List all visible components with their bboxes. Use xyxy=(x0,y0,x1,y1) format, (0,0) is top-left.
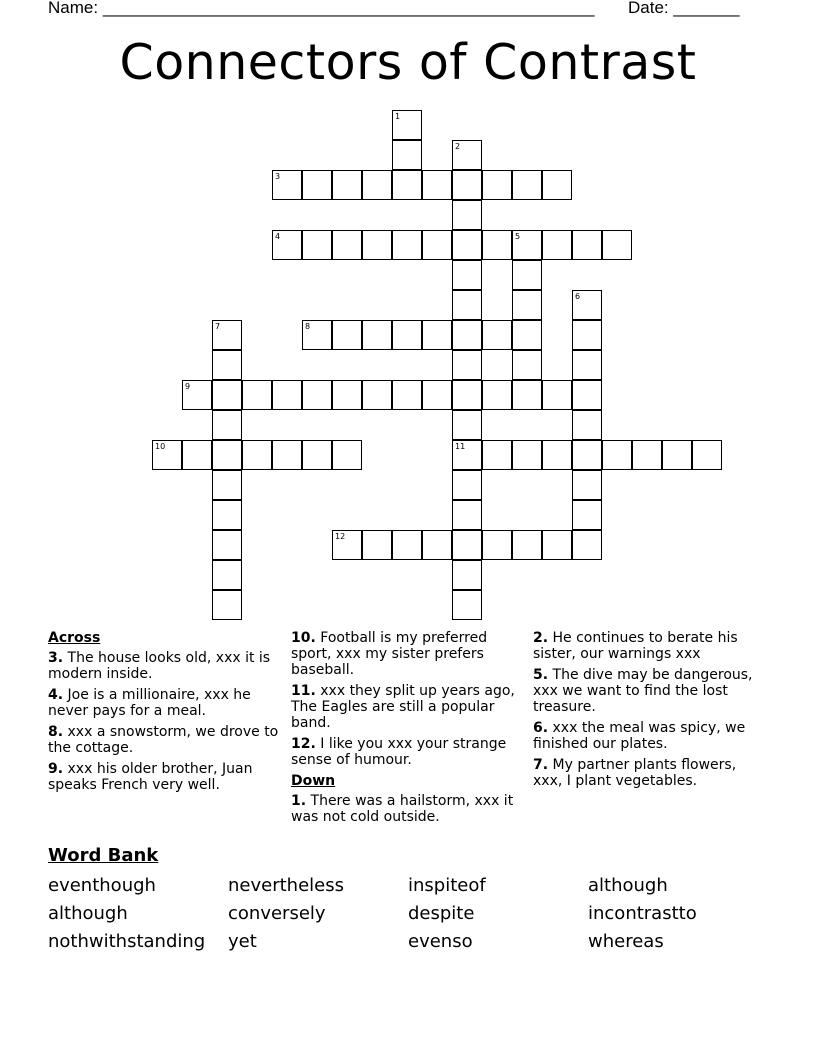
word-bank-item: inspiteof xyxy=(408,875,486,896)
crossword-cell[interactable] xyxy=(602,230,632,260)
crossword-cell[interactable] xyxy=(212,530,242,560)
crossword-cell[interactable] xyxy=(152,440,182,470)
crossword-cell[interactable] xyxy=(362,380,392,410)
crossword-cell[interactable] xyxy=(392,110,422,140)
crossword-cell[interactable] xyxy=(452,500,482,530)
clue-number: 2 xyxy=(455,142,461,151)
crossword-cell[interactable] xyxy=(512,230,542,260)
clue-num: 9. xyxy=(48,761,64,777)
crossword-cell[interactable] xyxy=(362,170,392,200)
clue-text: My partner plants flowers, xxx, I plant vegetables. xyxy=(533,757,737,789)
crossword-cell[interactable] xyxy=(512,350,542,380)
crossword-cell[interactable] xyxy=(332,320,362,350)
clue-text: xxx a snowstorm, we drove to the cottage. xyxy=(48,724,279,756)
clue-num: 7. xyxy=(533,757,549,773)
crossword-cell[interactable] xyxy=(542,170,572,200)
clue-text: xxx his older brother, Juan speaks French very well. xyxy=(48,761,253,793)
clue-number: 10 xyxy=(155,442,166,451)
word-bank-item: although xyxy=(588,875,668,896)
crossword-cell[interactable] xyxy=(272,170,302,200)
crossword-cell[interactable] xyxy=(332,380,362,410)
crossword-cell[interactable] xyxy=(212,470,242,500)
crossword-cell[interactable] xyxy=(452,530,482,560)
clue xyxy=(48,687,280,719)
word-bank-item: nevertheless xyxy=(228,875,344,896)
clue xyxy=(291,630,523,678)
word-bank-item: despite xyxy=(408,903,475,924)
crossword-cell[interactable] xyxy=(512,290,542,320)
crossword-cell[interactable] xyxy=(212,410,242,440)
crossword-cell[interactable] xyxy=(272,230,302,260)
crossword-cell[interactable] xyxy=(602,440,632,470)
crossword-cell[interactable] xyxy=(452,230,482,260)
crossword-cell[interactable] xyxy=(452,350,482,380)
date-label: Date: xyxy=(628,0,669,17)
crossword-cell[interactable] xyxy=(572,410,602,440)
clue-num: 11. xyxy=(291,683,316,699)
crossword-cell[interactable] xyxy=(452,170,482,200)
clue xyxy=(533,757,765,789)
crossword-cell[interactable] xyxy=(212,500,242,530)
crossword-cell[interactable] xyxy=(512,170,542,200)
crossword-cell[interactable] xyxy=(302,380,332,410)
clue-number: 7 xyxy=(215,322,221,331)
clues-column-1 xyxy=(48,630,280,798)
word-bank-item: yet xyxy=(228,931,257,952)
clue xyxy=(291,736,523,768)
clue xyxy=(533,630,765,662)
clue xyxy=(533,720,765,752)
crossword-cell[interactable] xyxy=(392,530,422,560)
crossword-cell[interactable] xyxy=(212,350,242,380)
clue-text: The house looks old, xxx it is modern inside. xyxy=(48,650,271,682)
clue xyxy=(48,761,280,793)
down-clue-list xyxy=(291,793,523,825)
crossword-cell[interactable] xyxy=(332,230,362,260)
crossword-cell[interactable] xyxy=(392,380,422,410)
clue xyxy=(533,667,765,715)
crossword-cell[interactable] xyxy=(572,230,602,260)
clue-number: 3 xyxy=(275,172,281,181)
clue-num: 3. xyxy=(48,650,64,666)
word-bank-item: nothwithstanding xyxy=(48,931,206,952)
crossword-cell[interactable] xyxy=(572,530,602,560)
crossword-cell[interactable] xyxy=(452,380,482,410)
crossword-cell[interactable] xyxy=(422,230,452,260)
crossword-cell[interactable] xyxy=(512,260,542,290)
crossword-cell[interactable] xyxy=(332,440,362,470)
crossword-cell[interactable] xyxy=(692,440,722,470)
word-bank-item: whereas xyxy=(588,931,664,952)
clue-number: 12 xyxy=(335,532,346,541)
crossword-cell[interactable] xyxy=(212,440,242,470)
across-clue-list xyxy=(48,650,280,793)
crossword-cell[interactable] xyxy=(542,230,572,260)
crossword-cell[interactable] xyxy=(362,530,392,560)
date-line[interactable]: _______ xyxy=(673,0,740,17)
crossword-cell[interactable] xyxy=(362,230,392,260)
crossword-cell[interactable] xyxy=(332,170,362,200)
crossword-cell[interactable] xyxy=(482,170,512,200)
crossword-cell[interactable] xyxy=(452,440,482,470)
clue-num: 12. xyxy=(291,736,316,752)
crossword-cell[interactable] xyxy=(212,380,242,410)
crossword-cell[interactable] xyxy=(572,350,602,380)
crossword-cell[interactable] xyxy=(422,380,452,410)
clue-text: There was a hailstorm, xxx it was not cold outside. xyxy=(291,793,514,825)
crossword-cell[interactable] xyxy=(482,230,512,260)
crossword-cell[interactable] xyxy=(662,440,692,470)
crossword-cell[interactable] xyxy=(512,320,542,350)
crossword-cell[interactable] xyxy=(212,560,242,590)
down-heading: Down xyxy=(291,773,336,789)
clue-text: The dive may be dangerous, xxx we want to find the lost treasure. xyxy=(533,667,753,715)
crossword-cell[interactable] xyxy=(452,140,482,170)
clue-text: xxx they split up years ago, The Eagles are still a popular band. xyxy=(291,683,515,731)
clue xyxy=(291,793,523,825)
crossword-cell[interactable] xyxy=(512,530,542,560)
clue-number: 11 xyxy=(455,442,466,451)
crossword-cell[interactable] xyxy=(632,440,662,470)
crossword-cell[interactable] xyxy=(452,290,482,320)
crossword-cell[interactable] xyxy=(362,320,392,350)
crossword-cell[interactable] xyxy=(332,530,362,560)
word-bank-item: evenso xyxy=(408,931,473,952)
crossword-cell[interactable] xyxy=(452,470,482,500)
clues-column-3 xyxy=(533,630,765,794)
crossword-cell[interactable] xyxy=(572,470,602,500)
crossword-cell[interactable] xyxy=(302,320,332,350)
crossword-cell[interactable] xyxy=(392,140,422,170)
clue-num: 10. xyxy=(291,630,316,646)
page-title: Connectors of Contrast xyxy=(119,34,697,91)
crossword-cell[interactable] xyxy=(542,380,572,410)
crossword-cell[interactable] xyxy=(422,530,452,560)
crossword-cell[interactable] xyxy=(302,230,332,260)
clue-num: 8. xyxy=(48,724,64,740)
crossword-cell[interactable] xyxy=(482,380,512,410)
crossword-cell[interactable] xyxy=(272,380,302,410)
crossword-cell[interactable] xyxy=(572,500,602,530)
clue-text: Football is my preferred sport, xxx my sister prefers baseball. xyxy=(291,630,488,678)
crossword-cell[interactable] xyxy=(572,320,602,350)
crossword-cell[interactable] xyxy=(542,440,572,470)
crossword-cell[interactable] xyxy=(392,230,422,260)
name-label: Name: xyxy=(48,0,99,17)
crossword-cell[interactable] xyxy=(542,530,572,560)
crossword-cell[interactable] xyxy=(452,260,482,290)
crossword-cell[interactable] xyxy=(422,170,452,200)
clue-num: 1. xyxy=(291,793,307,809)
crossword-cell[interactable] xyxy=(572,440,602,470)
crossword-cell[interactable] xyxy=(242,380,272,410)
clue-num: 6. xyxy=(533,720,549,736)
clue-num: 5. xyxy=(533,667,549,683)
clue-number: 5 xyxy=(515,232,521,241)
clue-num: 2. xyxy=(533,630,549,646)
crossword-cell[interactable] xyxy=(272,440,302,470)
word-bank-item: incontrastto xyxy=(588,903,697,924)
crossword-cell[interactable] xyxy=(182,440,212,470)
crossword-cell[interactable] xyxy=(482,530,512,560)
clue-text: Joe is a millionaire, xxx he never pays for a meal. xyxy=(48,687,251,719)
crossword-cell[interactable] xyxy=(452,590,482,620)
crossword-cell[interactable] xyxy=(512,380,542,410)
clue-number: 9 xyxy=(185,382,191,391)
crossword-cell[interactable] xyxy=(242,440,272,470)
crossword-cell[interactable] xyxy=(482,440,512,470)
crossword-cell[interactable] xyxy=(482,320,512,350)
name-line[interactable]: ____________________________________________________ xyxy=(102,0,595,17)
clue-number: 1 xyxy=(395,112,401,121)
clue-num: 4. xyxy=(48,687,64,703)
clue xyxy=(291,683,523,731)
word-bank-item: although xyxy=(48,903,128,924)
across-heading: Across xyxy=(48,630,101,646)
crossword-cell[interactable] xyxy=(512,440,542,470)
crossword-cell[interactable] xyxy=(302,170,332,200)
crossword-cell[interactable] xyxy=(182,380,212,410)
crossword-cell[interactable] xyxy=(302,440,332,470)
word-bank-title: Word Bank xyxy=(48,845,159,866)
clue-number: 6 xyxy=(575,292,581,301)
clue-number: 4 xyxy=(275,232,281,241)
clue-text: I like you xxx your strange sense of humour. xyxy=(291,736,507,768)
clue xyxy=(48,724,280,756)
crossword-cell[interactable] xyxy=(452,410,482,440)
clue-text: xxx the meal was spicy, we finished our plates. xyxy=(533,720,746,752)
clue-text: He continues to berate his sister, our warnings xxx xyxy=(533,630,738,662)
crossword-cell[interactable] xyxy=(452,200,482,230)
crossword-cell[interactable] xyxy=(452,320,482,350)
clue xyxy=(48,650,280,682)
crossword-cell[interactable] xyxy=(572,290,602,320)
crossword-cell[interactable] xyxy=(212,320,242,350)
crossword-cell[interactable] xyxy=(452,560,482,590)
crossword-cell[interactable] xyxy=(212,590,242,620)
word-bank-item: eventhough xyxy=(48,875,156,896)
crossword-cell[interactable] xyxy=(392,320,422,350)
crossword-cell[interactable] xyxy=(572,380,602,410)
down-clue-list-continued xyxy=(533,630,765,789)
crossword-cell[interactable] xyxy=(392,170,422,200)
clues-column-2 xyxy=(291,630,523,830)
word-bank-item: conversely xyxy=(228,903,326,924)
crossword-cell[interactable] xyxy=(422,320,452,350)
across-clue-list-continued xyxy=(291,630,523,768)
clue-number: 8 xyxy=(305,322,311,331)
